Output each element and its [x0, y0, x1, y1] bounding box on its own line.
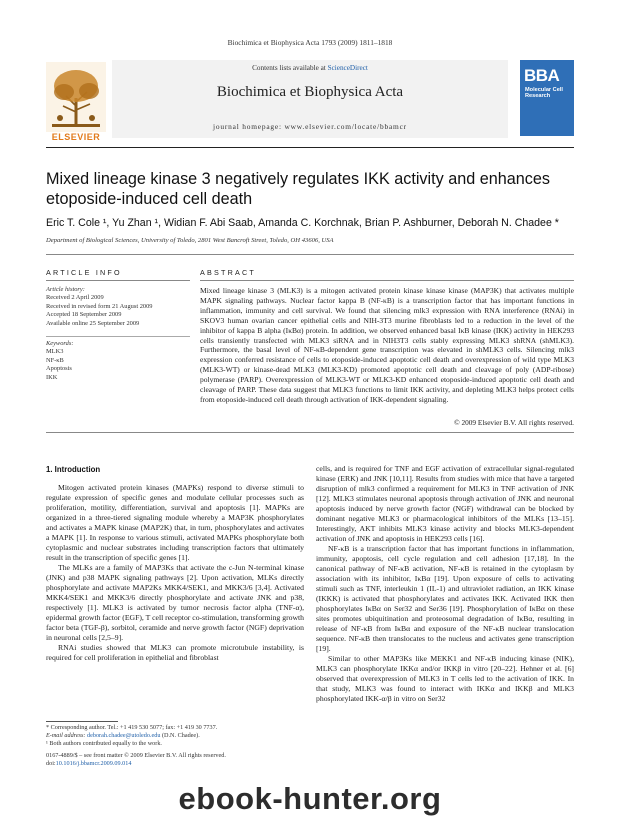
- cover-title: BBA: [524, 66, 560, 85]
- email-suffix: (D.N. Chadee).: [160, 732, 200, 739]
- issn-line: 0167-4889/$ – see front matter © 2009 Elsevier B.V. All rights reserved.: [46, 752, 226, 759]
- author-affiliation: Department of Biological Sciences, University of Toledo, 2801 West Bancroft Street, Toledo, OH 43606, USA: [46, 237, 334, 244]
- masthead-rule: [46, 147, 574, 148]
- history-online: Available online 25 September 2009: [46, 319, 140, 327]
- doi-line: [46, 760, 304, 768]
- affiliation-rule: [46, 254, 574, 255]
- body-paragraph: RNAi studies showed that MLK3 can promote microtubule instability, is required for cell proliferation in epithelial and fibroblast: [46, 643, 304, 662]
- abstract-end-rule: [46, 432, 574, 433]
- equal-contribution-note: ¹ Both authors contributed equally to the work.: [46, 740, 162, 747]
- history-received: Received 2 April 2009: [46, 294, 104, 302]
- history-revised: Received in revised form 21 August 2009: [46, 302, 153, 310]
- email-label: E-mail address:: [46, 732, 88, 739]
- masthead-center: [112, 60, 508, 138]
- running-head: Biochimica et Biophysica Acta 1793 (2009) 1811–1818: [227, 38, 393, 47]
- abstract-heading: ABSTRACT: [200, 268, 256, 277]
- body-paragraph: cells, and is required for TNF and EGF activation of extracellular signal-regulated kinase (ERK) and JNK [10,11]. Results from studies with mice that have a targeted disruption of mlk3 confirmed a requirement for MLK3 in TNF activation of JNK [12]. MLK3 stimulates neuronal apoptosis through activation of JNK and neuronal apoptosis induced by nerve growth factor (NGF) withdrawal can be blocked by dominant negative MLK3 or pharmacological inhibitors of the MLKs [13–15]. Interestingly, AKT inhibits MLK3 kinase activity and blocks MLK3-dependent activation of JNK and apoptosis in HEK293 cells [16].: [316, 464, 574, 543]
- article-title: Mixed lineage kinase 3 negatively regulates IKK activity and enhances etoposide-induced cell death: [46, 170, 550, 208]
- history-accepted: Accepted 18 September 2009: [46, 311, 122, 319]
- issn-block: [46, 752, 304, 768]
- contents-prefix: Contents lists available at: [252, 64, 328, 72]
- article-info-heading: ARTICLE INFO: [46, 268, 122, 277]
- doi-label: doi:: [46, 760, 56, 767]
- contents-line: [112, 64, 508, 72]
- abstract-text: Mixed lineage kinase 3 (MLK3) is a mitogen activated protein kinase kinase kinase (MAP3K) that activates multiple MAPK signaling pathways. Nuclear factor kappa B (NF-κB) is a transcription factor that has important functions in inflammation, immunity and cell survival. We found that silencing mlk3 expression with RNA interference (RNAi) in SKOV3 human ovarian cancer epithelial cells and NIH-3T3 murine fibroblasts led to a reduction in the level of the inhibitor of kappa B alpha (IκBα) protein. In addition, we observed enhanced basal IκB kinase (IKK) activity in HEK293 cells transiently transfected with MLK3 siRNA and in NIH3T3 cells stably expressing MLK3 shRNA (shMLK3). Furthermore, the basal level of NF-κB-dependent gene transcription was elevated in shMLK3 cells. Silencing mlk3 expression conferred resistance of cells to etoposide-induced apoptotic cell death and overexpression of wild type MLK3 (MLK3-WT) or kinase-dead MLK3 (MLK3-KD) promoted apoptotic cell death and cleavage of poly (ADP-ribose) polymerase (PARP). Overexpression of MLK3-WT or MLK3-KD enhanced etoposide-induced apoptotic cell death and cleavage of PARP. These data suggest that MLK3 functions to limit IKK activity, and depleting MLK3 helps protect cells from etoposide-induced cell death through activation of IKK-dependent signaling.: [200, 286, 574, 404]
- footnote-rule: [46, 721, 118, 722]
- body-paragraph: NF-κB is a transcription factor that has important functions in inflammation, immunity, apoptosis, cell cycle regulation and cell adhesion [17,18]. In the canonical pathway of NF-κB activation, NF-κB is retained in the cytoplasm by association with its inhibitor, IκBα [19]. Upon exposure of cells to activating stimuli such as TNF, interleukin 1 (IL-1) and ultraviolet radiation, an IKK kinase (IKKK) is activated that phosphorylates and activates IKK. Activated IKK then phosphorylates IκBα on Ser32 and Ser36 [19]. Phosphorylation of IκBα on these sites promotes ubiquitination and proteosomal degradation of IκBα, resulting in release of NF-κB from IκBα and exposure of the NF-κB nuclear translocation sequence. NF-κB then translocates to the nucleus and activates gene transcription [19].: [316, 544, 574, 653]
- journal-masthead: [46, 60, 574, 140]
- cover-subtitle: Molecular Cell Research: [525, 87, 563, 100]
- watermark-text: ebook-hunter.org: [178, 781, 442, 816]
- copyright-notice: © 2009 Elsevier B.V. All rights reserved.: [454, 418, 574, 427]
- keywords-label: Keywords:: [46, 340, 74, 347]
- author-list: Eric T. Cole ¹, Yu Zhan ¹, Widian F. Abi Saab, Amanda C. Korchnak, Brian P. Ashburner, Deborah N. Chadee *: [46, 217, 559, 229]
- author-email-link[interactable]: deborah.chadee@utoledo.edu: [87, 732, 161, 739]
- journal-cover-thumbnail: [520, 60, 574, 136]
- keyword: NF-κB: [46, 356, 64, 364]
- body-paragraph: The MLKs are a family of MAP3Ks that activate the c-Jun N-terminal kinase (JNK) and p38 MAPK signaling pathways [2]. Upon activation, MLKs directly phosphorylate and activate MAP2Ks MKK4/SEK1, and MKK3/6 [3,4]. Activated MKK4/SEK1 and MKK3/6 directly phosphorylate and activate JNK and p38, respectively [1]. MLK3 is activated by tumor necrosis factor alpha (TNF-α), epidermal growth factor (EGF), T cell receptor co-stimulation, transforming growth factor beta (TGF-β), sorbitol, ceramide and nerve growth factor (NGF) deprivation in neuronal cells [2,5–9].: [46, 563, 304, 642]
- journal-homepage-link[interactable]: journal homepage: www.elsevier.com/locate/bbamcr: [213, 122, 407, 131]
- keyword-list: [46, 340, 190, 382]
- article-info-rule: [46, 280, 190, 281]
- body-paragraph: Mitogen activated protein kinases (MAPKs) respond to diverse stimuli to regulate expression of specific genes and modulate cellular processes such as proliferation, motility, differentiation, survival and apoptosis [1]. MAPKs are organized in a three-tiered signaling module whereby a MAP3K phosphorylates and activates a MAPK kinase (MAP2K) that, in turn, phosphorylates and activates a MAPK [1]. In response to various stimuli, activated MAPKs phosphorylate both cytoplasmic and nuclear substrates including transcription factors that ultimately result in the transcription of specific genes [1].: [46, 483, 304, 562]
- body-column-left: [46, 483, 304, 663]
- footnotes: [46, 724, 304, 748]
- body-column-right: [316, 464, 574, 704]
- abstract-rule: [200, 280, 574, 281]
- elsevier-tree-logo: [46, 62, 106, 132]
- keyword: MLK3: [46, 348, 64, 356]
- email-note: [46, 732, 304, 740]
- keyword: Apoptosis: [46, 365, 72, 373]
- history-label: Article history:: [46, 286, 85, 293]
- keyword: IKK: [46, 373, 58, 381]
- section-heading-introduction: 1. Introduction: [46, 465, 101, 474]
- body-paragraph: Similar to other MAP3Ks like MEKK1 and NF-κB inducing kinase (NIK), MLK3 can phosphorylate IKKα and/or IKKβ in vitro [20–22]. Hehner et al. [6] observed that overexpression of MLK3 in T cells led to the activation of IKK. In that study, MLK3 was found to interact with IKKα and IKKβ and MLK3 phosphorylated IKK-α/β in vitro on Ser32: [316, 654, 574, 703]
- corresponding-author-note: * Corresponding author. Tel.: +1 419 530 5077; fax: +1 419 30 7737.: [46, 724, 218, 731]
- doi-link[interactable]: 10.1016/j.bbamcr.2009.09.014: [55, 760, 132, 767]
- journal-title: Biochimica et Biophysica Acta: [216, 84, 404, 100]
- article-history: [46, 286, 190, 328]
- publisher-name: ELSEVIER: [51, 132, 101, 142]
- sciencedirect-link[interactable]: ScienceDirect: [327, 64, 368, 72]
- keywords-rule: [46, 336, 190, 337]
